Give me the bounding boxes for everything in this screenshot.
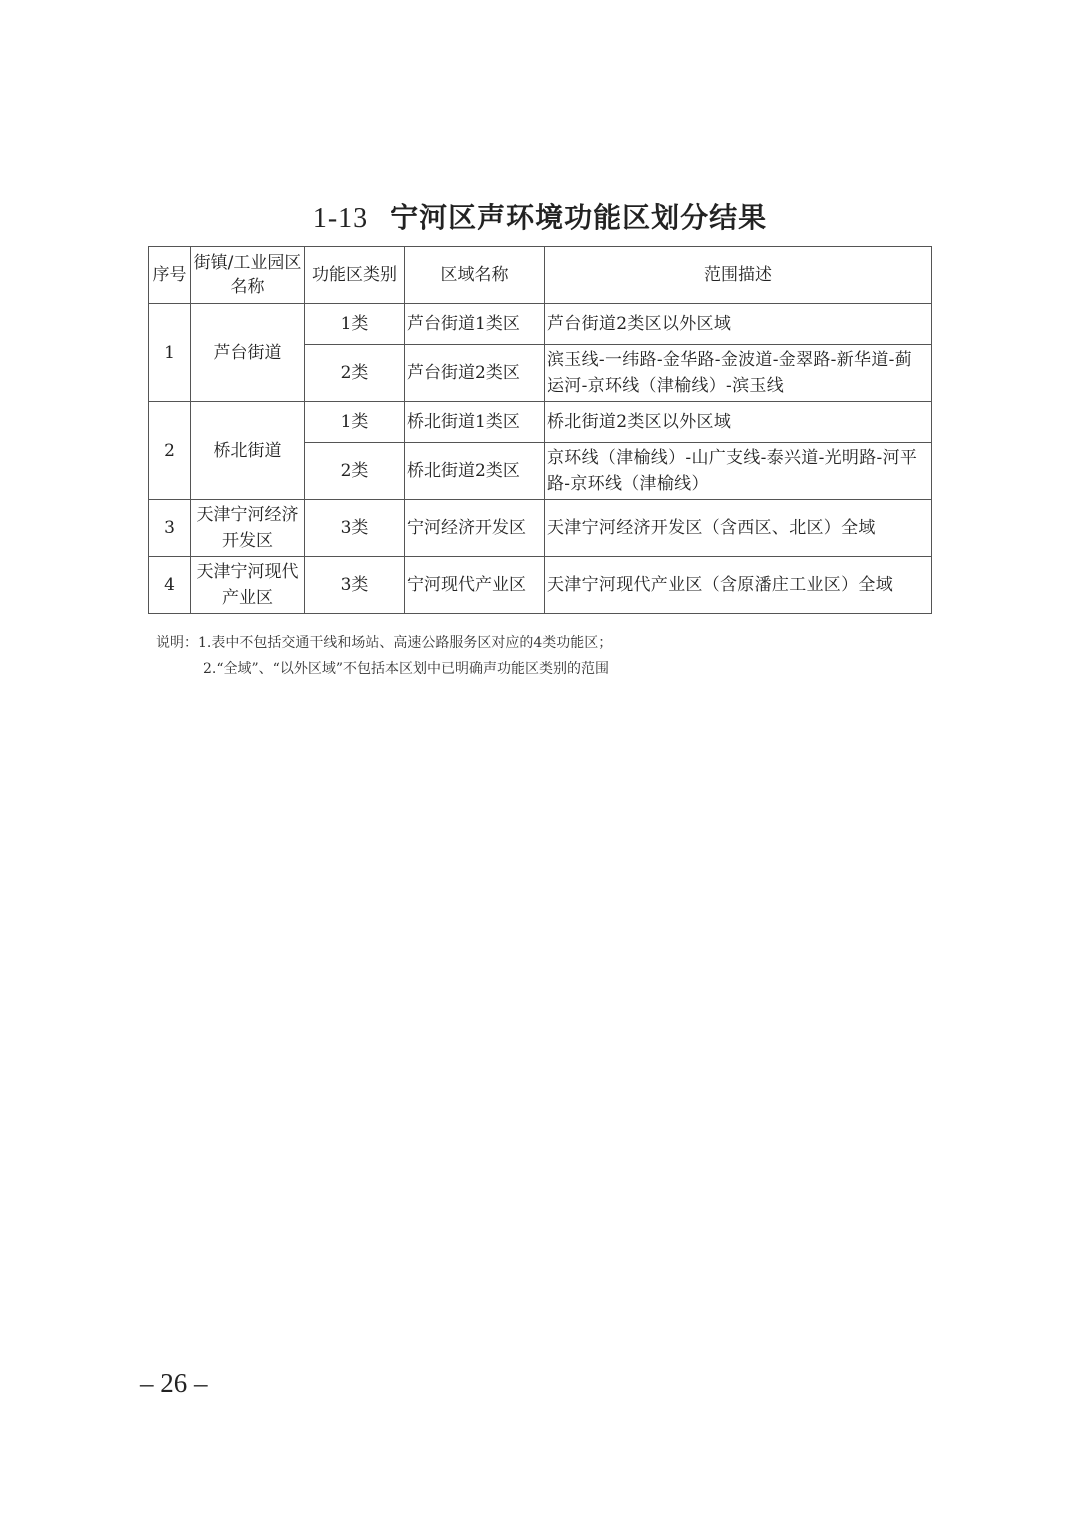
cell-area: 芦台街道	[191, 304, 305, 402]
header-zone-name: 区域名称	[405, 247, 545, 304]
table-row	[149, 402, 932, 443]
cell-category: 2类	[305, 345, 405, 402]
header-area: 街镇/工业园区名称	[191, 247, 305, 304]
cell-scope: 桥北街道2类区以外区域	[545, 402, 932, 443]
cell-seq: 4	[149, 557, 191, 614]
table-row	[149, 500, 932, 557]
cell-seq: 3	[149, 500, 191, 557]
cell-zone-name: 桥北街道2类区	[405, 443, 545, 500]
table-notes	[156, 630, 612, 682]
cell-scope: 京环线（津榆线）-山广支线-泰兴道-光明路-河平路-京环线（津榆线）	[545, 443, 932, 500]
table-row	[149, 304, 932, 345]
cell-zone-name: 宁河现代产业区	[405, 557, 545, 614]
cell-scope: 芦台街道2类区以外区域	[545, 304, 932, 345]
noise-zone-table	[148, 246, 932, 614]
page-number: – 26 –	[140, 1368, 208, 1398]
cell-seq: 1	[149, 304, 191, 402]
cell-seq: 2	[149, 402, 191, 500]
table-row	[149, 557, 932, 614]
cell-category: 3类	[305, 500, 405, 557]
cell-zone-name: 芦台街道2类区	[405, 345, 545, 402]
cell-scope: 天津宁河经济开发区（含西区、北区）全域	[545, 500, 932, 557]
cell-area: 天津宁河经济开发区	[191, 500, 305, 557]
cell-category: 3类	[305, 557, 405, 614]
title-number: 1-13	[312, 203, 369, 234]
cell-category: 1类	[305, 304, 405, 345]
table-header-row	[149, 247, 932, 304]
header-scope: 范围描述	[545, 247, 932, 304]
cell-area: 桥北街道	[191, 402, 305, 500]
title-text: 宁河区声环境功能区划分结果	[390, 201, 768, 234]
cell-scope: 天津宁河现代产业区（含原潘庄工业区）全域	[545, 557, 932, 614]
cell-zone-name: 桥北街道1类区	[405, 402, 545, 443]
cell-zone-name: 宁河经济开发区	[405, 500, 545, 557]
cell-zone-name: 芦台街道1类区	[405, 304, 545, 345]
note-line-1: 说明：1.表中不包括交通干线和场站、高速公路服务区对应的4类功能区；	[156, 635, 613, 651]
header-seq: 序号	[149, 247, 191, 304]
header-category: 功能区类别	[305, 247, 405, 304]
cell-category: 2类	[305, 443, 405, 500]
note-line-2: 2.“全域”、“以外区域”不包括本区划中已明确声功能区类别的范围	[203, 661, 609, 677]
cell-category: 1类	[305, 402, 405, 443]
cell-scope: 滨玉线-一纬路-金华路-金波道-金翠路-新华道-蓟运河-京环线（津榆线）-滨玉线	[545, 345, 932, 402]
cell-area: 天津宁河现代产业区	[191, 557, 305, 614]
page-title	[0, 196, 1080, 236]
